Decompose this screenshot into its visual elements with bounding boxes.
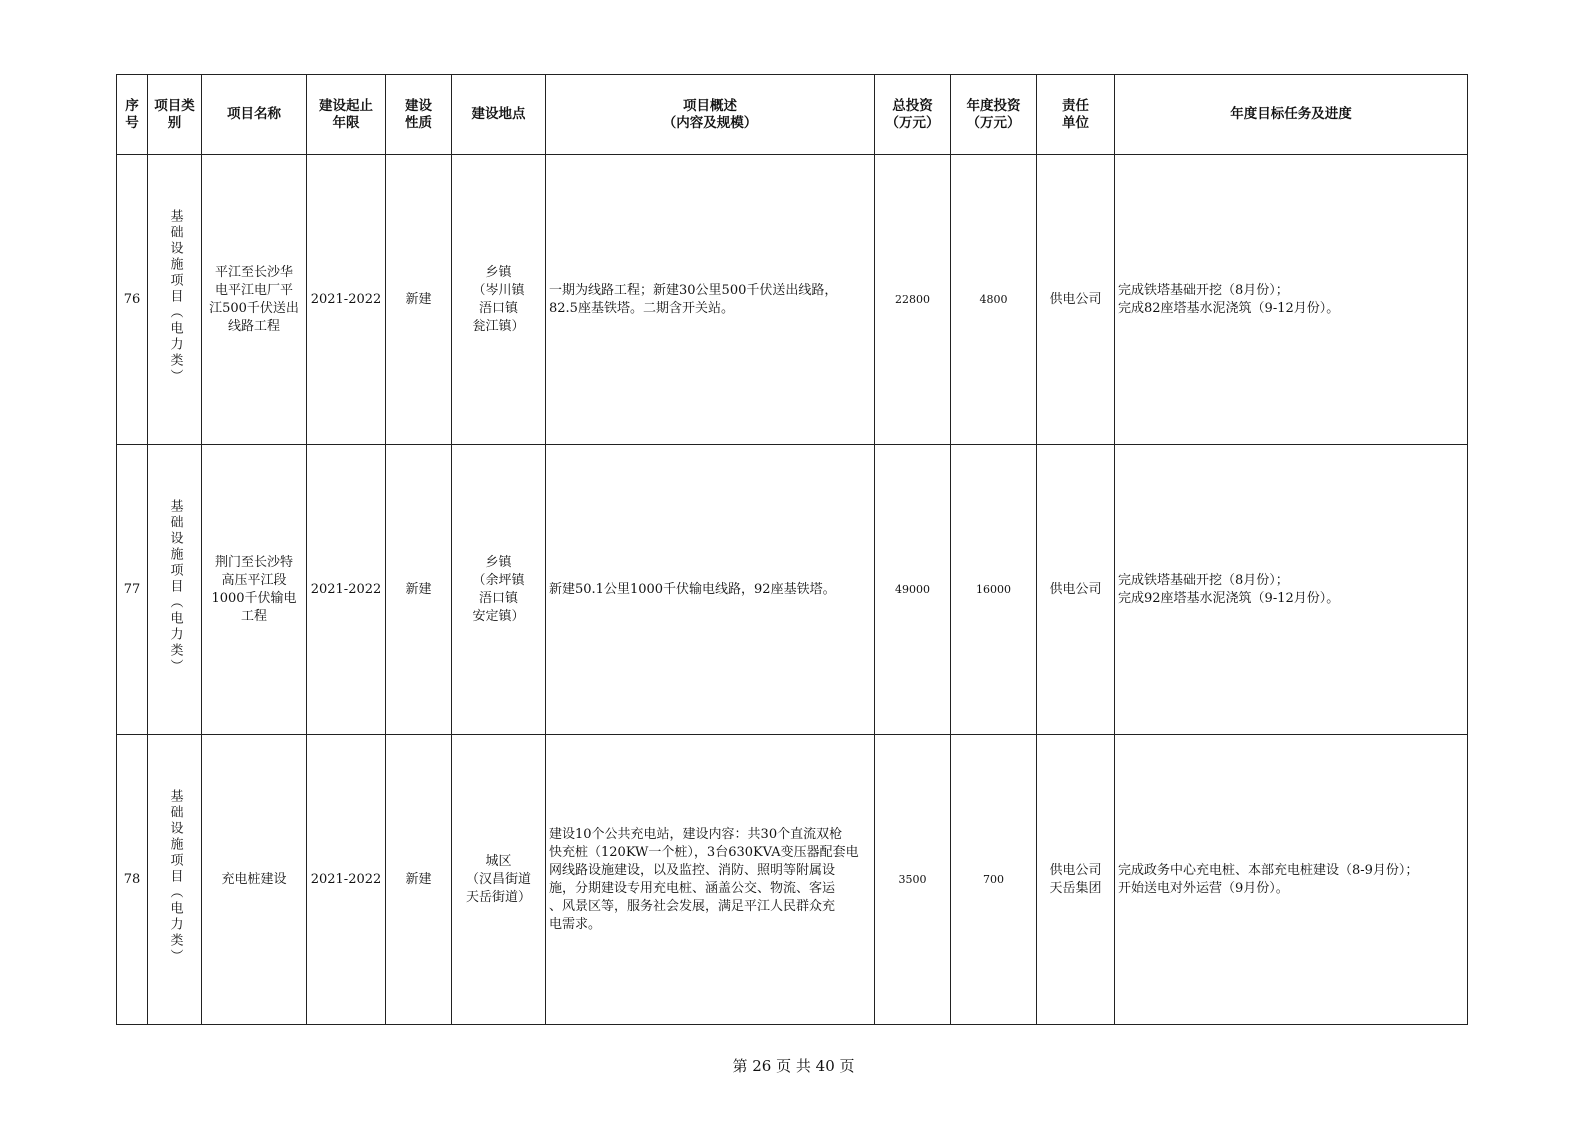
cell-category: 基础设施项目（电力类） [148, 445, 202, 735]
page-footer [0, 1055, 1587, 1076]
page-prefix: 第 [732, 1057, 748, 1075]
table-row [117, 735, 1468, 1025]
cell-annual-invest: 700 [951, 735, 1037, 1025]
cell-target: 完成铁塔基础开挖（8月份）； 完成82座塔基水泥浇筑（9-12月份）。 [1115, 155, 1468, 445]
cell-name: 平江至长沙华 电平江电厂平 江500千伏送出 线路工程 [202, 155, 307, 445]
table-row [117, 445, 1468, 735]
cell-seq: 76 [117, 155, 148, 445]
header-overview: 项目概述 （内容及规模） [546, 75, 875, 155]
header-seq: 序 号 [117, 75, 148, 155]
cell-category: 基础设施项目（电力类） [148, 155, 202, 445]
cell-location: 城区 （汉昌街道 天岳街道） [452, 735, 546, 1025]
cell-total-invest: 3500 [875, 735, 951, 1025]
cell-name: 充电桩建设 [202, 735, 307, 1025]
cell-overview: 一期为线路工程；新建30公里500千伏送出线路， 82.5座基铁塔。二期含开关站。 [546, 155, 875, 445]
cell-target: 完成铁塔基础开挖（8月份）； 完成92座塔基水泥浇筑（9-12月份）。 [1115, 445, 1468, 735]
header-unit: 责任 单位 [1037, 75, 1115, 155]
cell-unit: 供电公司 天岳集团 [1037, 735, 1115, 1025]
page-mid: 页 共 [776, 1057, 811, 1075]
cell-overview: 建设10个公共充电站，建设内容：共30个直流双枪 快充桩（120KW一个桩），3台630KVA变压器配套电 网线路设施建设，以及监控、消防、照明等附属设 施，分期建设专用充电桩、涵盖公交、物流、客运 、风景区等，服务社会发展，满足平江人民群众充 电需求。 [546, 735, 875, 1025]
cell-nature: 新建 [386, 735, 452, 1025]
header-row [117, 75, 1468, 155]
project-table [116, 74, 1468, 1025]
cell-target: 完成政务中心充电桩、本部充电桩建设（8-9月份）； 开始送电对外运营（9月份）。 [1115, 735, 1468, 1025]
cell-location: 乡镇 （余坪镇 浯口镇 安定镇） [452, 445, 546, 735]
header-total-invest: 总投资 （万元） [875, 75, 951, 155]
cell-period: 2021-2022 [307, 445, 386, 735]
header-annual-invest: 年度投资 （万元） [951, 75, 1037, 155]
cell-location: 乡镇 （岑川镇 浯口镇 瓮江镇） [452, 155, 546, 445]
cell-overview: 新建50.1公里1000千伏输电线路，92座基铁塔。 [546, 445, 875, 735]
table-row [117, 155, 1468, 445]
cell-nature: 新建 [386, 445, 452, 735]
cell-annual-invest: 4800 [951, 155, 1037, 445]
cell-nature: 新建 [386, 155, 452, 445]
page-suffix: 页 [839, 1057, 855, 1075]
header-location: 建设地点 [452, 75, 546, 155]
header-target: 年度目标任务及进度 [1115, 75, 1468, 155]
cell-unit: 供电公司 [1037, 445, 1115, 735]
cell-total-invest: 22800 [875, 155, 951, 445]
cell-seq: 77 [117, 445, 148, 735]
cell-annual-invest: 16000 [951, 445, 1037, 735]
header-period: 建设起止 年限 [307, 75, 386, 155]
page-number: 26 [752, 1057, 772, 1075]
cell-unit: 供电公司 [1037, 155, 1115, 445]
header-name: 项目名称 [202, 75, 307, 155]
header-nature: 建设 性质 [386, 75, 452, 155]
cell-period: 2021-2022 [307, 155, 386, 445]
cell-period: 2021-2022 [307, 735, 386, 1025]
header-category: 项目类 别 [148, 75, 202, 155]
cell-name: 荆门至长沙特 高压平江段 1000千伏输电 工程 [202, 445, 307, 735]
cell-category: 基础设施项目（电力类） [148, 735, 202, 1025]
cell-seq: 78 [117, 735, 148, 1025]
cell-total-invest: 49000 [875, 445, 951, 735]
page-total: 40 [815, 1057, 835, 1075]
